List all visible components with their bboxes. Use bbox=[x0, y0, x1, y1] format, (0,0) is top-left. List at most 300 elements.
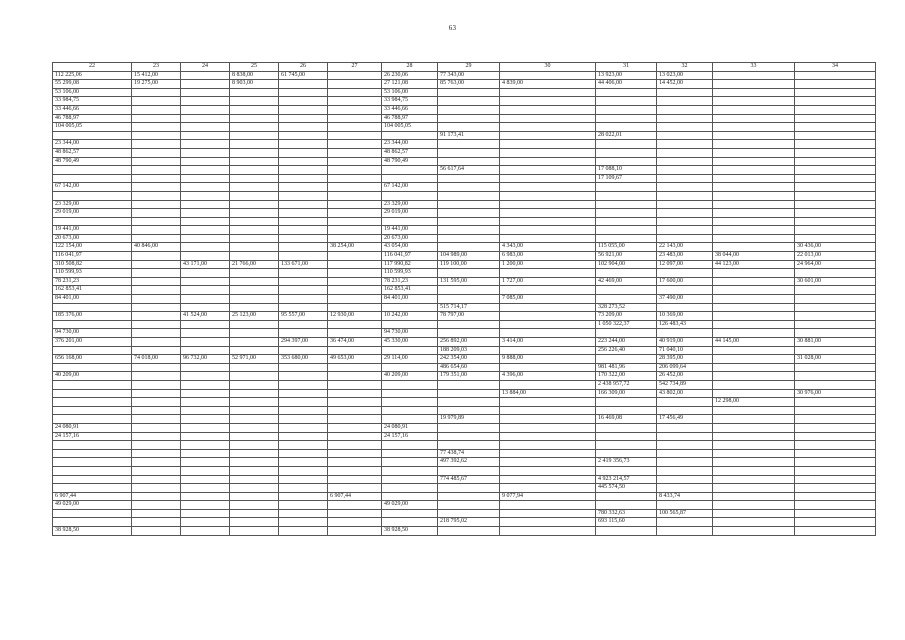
table-cell bbox=[438, 380, 500, 389]
table-cell: 133 671,00 bbox=[279, 260, 328, 269]
table-cell bbox=[438, 398, 500, 407]
table-cell: 15 412,00 bbox=[132, 71, 181, 80]
table-cell bbox=[279, 415, 328, 424]
table-cell bbox=[795, 226, 876, 235]
table-cell: 44 406,00 bbox=[596, 80, 657, 89]
table-cell bbox=[500, 406, 596, 415]
table-cell: 9 888,00 bbox=[500, 355, 596, 364]
table-row bbox=[53, 449, 876, 458]
table-cell bbox=[500, 398, 596, 407]
table-cell bbox=[713, 355, 795, 364]
table-cell bbox=[53, 509, 132, 518]
table-cell: 10 242,00 bbox=[382, 312, 438, 321]
table-row bbox=[53, 252, 876, 261]
table-cell bbox=[328, 234, 382, 243]
table-cell: 30 601,00 bbox=[795, 277, 876, 286]
table-cell bbox=[596, 355, 657, 364]
table-cell bbox=[382, 441, 438, 450]
table-cell bbox=[132, 217, 181, 226]
table-cell bbox=[795, 372, 876, 381]
table-cell bbox=[795, 484, 876, 493]
table-cell bbox=[713, 475, 795, 484]
table-cell bbox=[713, 441, 795, 450]
table-cell: 61 745,00 bbox=[279, 71, 328, 80]
table-cell bbox=[328, 191, 382, 200]
table-cell bbox=[596, 183, 657, 192]
table-row bbox=[53, 329, 876, 338]
table-cell bbox=[328, 303, 382, 312]
table-cell: 20 673,00 bbox=[53, 234, 132, 243]
table-cell bbox=[382, 389, 438, 398]
table-cell bbox=[438, 243, 500, 252]
table-cell bbox=[181, 183, 230, 192]
table-cell bbox=[230, 346, 279, 355]
table-cell bbox=[438, 217, 500, 226]
table-cell bbox=[181, 97, 230, 106]
table-cell bbox=[53, 475, 132, 484]
table-cell bbox=[795, 432, 876, 441]
table-cell: 40 209,00 bbox=[53, 372, 132, 381]
table-cell bbox=[279, 372, 328, 381]
table-cell bbox=[181, 389, 230, 398]
table-cell bbox=[53, 458, 132, 467]
table-cell: 23 483,00 bbox=[657, 252, 713, 261]
table-cell bbox=[132, 295, 181, 304]
table-cell bbox=[596, 123, 657, 132]
table-cell: 13 884,00 bbox=[500, 389, 596, 398]
table-cell: 94 730,00 bbox=[382, 329, 438, 338]
table-cell bbox=[230, 131, 279, 140]
table-cell: 77 343,00 bbox=[438, 71, 500, 80]
table-cell: 78 231,23 bbox=[382, 277, 438, 286]
table-cell bbox=[181, 466, 230, 475]
table-cell: 179 351,00 bbox=[438, 372, 500, 381]
table-cell bbox=[596, 295, 657, 304]
table-cell bbox=[713, 320, 795, 329]
table-cell bbox=[438, 191, 500, 200]
table-cell: 12 298,00 bbox=[713, 398, 795, 407]
table-cell: 242 354,00 bbox=[438, 355, 500, 364]
table-cell bbox=[230, 200, 279, 209]
table-cell bbox=[596, 269, 657, 278]
table-cell: 67 142,00 bbox=[53, 183, 132, 192]
table-cell: 55 299,08 bbox=[53, 80, 132, 89]
table-cell bbox=[279, 269, 328, 278]
table-cell: 115 055,00 bbox=[596, 243, 657, 252]
table-cell: 33 446,66 bbox=[53, 105, 132, 114]
table-cell bbox=[596, 441, 657, 450]
table-cell: 40 846,00 bbox=[132, 243, 181, 252]
table-cell bbox=[279, 234, 328, 243]
table-cell bbox=[382, 415, 438, 424]
table-cell bbox=[795, 174, 876, 183]
table-cell: 28 395,00 bbox=[657, 355, 713, 364]
table-cell bbox=[328, 277, 382, 286]
table-cell bbox=[438, 509, 500, 518]
table-cell: 12 097,00 bbox=[657, 260, 713, 269]
table-row bbox=[53, 209, 876, 218]
table-cell bbox=[713, 372, 795, 381]
table-cell bbox=[132, 252, 181, 261]
table-cell bbox=[279, 148, 328, 157]
table-cell bbox=[132, 277, 181, 286]
table-cell bbox=[500, 449, 596, 458]
table-cell: 48 790,49 bbox=[382, 157, 438, 166]
table-cell bbox=[795, 157, 876, 166]
table-cell bbox=[795, 123, 876, 132]
table-cell bbox=[279, 363, 328, 372]
table-cell bbox=[328, 329, 382, 338]
table-cell bbox=[438, 140, 500, 149]
table-cell bbox=[657, 166, 713, 175]
table-cell bbox=[795, 492, 876, 501]
table-cell bbox=[713, 114, 795, 123]
column-header: 30 bbox=[500, 63, 596, 72]
table-cell bbox=[132, 527, 181, 536]
table-cell: 780 332,63 bbox=[596, 509, 657, 518]
table-cell: 256 892,00 bbox=[438, 338, 500, 347]
table-cell bbox=[53, 380, 132, 389]
table-cell bbox=[438, 209, 500, 218]
table-cell bbox=[596, 97, 657, 106]
table-cell bbox=[328, 252, 382, 261]
table-cell bbox=[230, 269, 279, 278]
table-cell bbox=[596, 501, 657, 510]
table-cell bbox=[713, 166, 795, 175]
table-cell bbox=[53, 320, 132, 329]
table-cell: 104 005,05 bbox=[382, 123, 438, 132]
table-cell bbox=[438, 286, 500, 295]
table-cell: 185 376,00 bbox=[53, 312, 132, 321]
table-cell bbox=[132, 398, 181, 407]
table-cell bbox=[596, 286, 657, 295]
table-cell bbox=[132, 518, 181, 527]
table-cell bbox=[795, 449, 876, 458]
table-cell: 445 574,50 bbox=[596, 484, 657, 493]
table-cell bbox=[279, 277, 328, 286]
table-cell: 206 099,64 bbox=[657, 363, 713, 372]
table-row bbox=[53, 174, 876, 183]
table-cell bbox=[382, 166, 438, 175]
table-cell bbox=[279, 329, 328, 338]
table-cell bbox=[279, 140, 328, 149]
table-cell bbox=[230, 157, 279, 166]
table-cell bbox=[795, 458, 876, 467]
table-cell: 9 077,94 bbox=[500, 492, 596, 501]
table-cell bbox=[657, 226, 713, 235]
table-cell bbox=[328, 209, 382, 218]
table-cell bbox=[328, 389, 382, 398]
table-cell bbox=[132, 183, 181, 192]
table-cell bbox=[596, 329, 657, 338]
column-header: 29 bbox=[438, 63, 500, 72]
table-cell bbox=[795, 380, 876, 389]
table-cell bbox=[500, 415, 596, 424]
table-row bbox=[53, 295, 876, 304]
table-cell bbox=[657, 123, 713, 132]
table-row bbox=[53, 105, 876, 114]
table-cell bbox=[279, 166, 328, 175]
table-cell: 24 080,91 bbox=[53, 423, 132, 432]
table-cell bbox=[279, 484, 328, 493]
table-cell: 84 401,00 bbox=[53, 295, 132, 304]
table-cell bbox=[500, 88, 596, 97]
table-cell bbox=[713, 217, 795, 226]
table-cell bbox=[795, 97, 876, 106]
table-row bbox=[53, 432, 876, 441]
table-cell bbox=[230, 501, 279, 510]
table-cell bbox=[132, 346, 181, 355]
table-cell bbox=[795, 191, 876, 200]
table-cell bbox=[279, 303, 328, 312]
table-row bbox=[53, 338, 876, 347]
table-cell bbox=[795, 303, 876, 312]
table-cell bbox=[230, 286, 279, 295]
table-cell bbox=[328, 131, 382, 140]
table-cell bbox=[795, 329, 876, 338]
table-cell bbox=[500, 346, 596, 355]
table-cell bbox=[438, 234, 500, 243]
table-cell bbox=[279, 174, 328, 183]
table-cell: 40 919,00 bbox=[657, 338, 713, 347]
table-cell bbox=[596, 449, 657, 458]
table-cell bbox=[657, 148, 713, 157]
table-cell: 4 343,00 bbox=[500, 243, 596, 252]
table-cell bbox=[328, 295, 382, 304]
table-cell bbox=[279, 131, 328, 140]
table-cell: 40 209,00 bbox=[382, 372, 438, 381]
table-cell: 43 802,00 bbox=[657, 389, 713, 398]
table-cell bbox=[230, 380, 279, 389]
table-cell: 2 419 356,73 bbox=[596, 458, 657, 467]
table-cell: 74 018,00 bbox=[132, 355, 181, 364]
table-cell: 24 157,16 bbox=[382, 432, 438, 441]
table-row bbox=[53, 277, 876, 286]
table-cell bbox=[795, 441, 876, 450]
table-cell bbox=[713, 329, 795, 338]
table-cell bbox=[713, 449, 795, 458]
table-cell bbox=[279, 398, 328, 407]
table-cell: 94 730,00 bbox=[53, 329, 132, 338]
table-row bbox=[53, 80, 876, 89]
table-cell bbox=[328, 398, 382, 407]
table-cell bbox=[230, 518, 279, 527]
table-cell bbox=[596, 226, 657, 235]
table-cell: 110 599,93 bbox=[382, 269, 438, 278]
table-row bbox=[53, 191, 876, 200]
table-cell bbox=[713, 243, 795, 252]
column-header: 23 bbox=[132, 63, 181, 72]
table-cell bbox=[713, 157, 795, 166]
table-cell bbox=[713, 346, 795, 355]
table-cell: 49 653,00 bbox=[328, 355, 382, 364]
table-cell bbox=[438, 389, 500, 398]
table-cell bbox=[181, 415, 230, 424]
table-cell bbox=[132, 200, 181, 209]
table-cell bbox=[500, 441, 596, 450]
table-cell: 1 200,00 bbox=[500, 260, 596, 269]
table-cell bbox=[181, 88, 230, 97]
table-cell bbox=[230, 252, 279, 261]
table-row bbox=[53, 389, 876, 398]
table-cell: 24 157,16 bbox=[53, 432, 132, 441]
table-cell: 10 369,00 bbox=[657, 312, 713, 321]
table-row bbox=[53, 355, 876, 364]
table-cell: 116 041,97 bbox=[382, 252, 438, 261]
table-cell bbox=[328, 372, 382, 381]
table-cell: 33 446,66 bbox=[382, 105, 438, 114]
table-cell bbox=[795, 312, 876, 321]
table-cell bbox=[713, 423, 795, 432]
table-cell bbox=[795, 183, 876, 192]
table-cell bbox=[132, 148, 181, 157]
table-cell bbox=[438, 501, 500, 510]
table-cell bbox=[713, 389, 795, 398]
table-cell bbox=[713, 148, 795, 157]
table-cell bbox=[500, 226, 596, 235]
table-cell bbox=[279, 389, 328, 398]
table-cell bbox=[181, 518, 230, 527]
table-cell bbox=[132, 441, 181, 450]
table-cell bbox=[132, 406, 181, 415]
table-cell bbox=[713, 226, 795, 235]
table-cell bbox=[230, 389, 279, 398]
table-cell bbox=[657, 131, 713, 140]
table-cell bbox=[657, 406, 713, 415]
table-cell bbox=[53, 415, 132, 424]
table-cell bbox=[181, 509, 230, 518]
table-cell bbox=[500, 123, 596, 132]
table-cell bbox=[132, 123, 181, 132]
table-cell bbox=[382, 475, 438, 484]
table-row bbox=[53, 71, 876, 80]
table-cell bbox=[279, 97, 328, 106]
table-cell bbox=[328, 363, 382, 372]
table-cell bbox=[53, 441, 132, 450]
table-cell bbox=[279, 406, 328, 415]
table-cell: 542 734,89 bbox=[657, 380, 713, 389]
table-cell bbox=[438, 484, 500, 493]
table-cell bbox=[53, 449, 132, 458]
table-cell bbox=[181, 226, 230, 235]
table-cell: 218 795,02 bbox=[438, 518, 500, 527]
table-cell bbox=[795, 71, 876, 80]
table-cell: 116 041,97 bbox=[53, 252, 132, 261]
table-cell bbox=[328, 501, 382, 510]
table-cell bbox=[795, 415, 876, 424]
table-cell bbox=[382, 363, 438, 372]
table-cell: 85 763,00 bbox=[438, 80, 500, 89]
table-row bbox=[53, 148, 876, 157]
table-cell: 6 907,44 bbox=[53, 492, 132, 501]
table-cell bbox=[713, 295, 795, 304]
table-cell bbox=[230, 432, 279, 441]
table-cell bbox=[382, 398, 438, 407]
table-cell bbox=[230, 329, 279, 338]
table-cell bbox=[657, 484, 713, 493]
table-cell bbox=[795, 140, 876, 149]
table-cell: 33 984,75 bbox=[53, 97, 132, 106]
table-cell bbox=[382, 484, 438, 493]
table-cell bbox=[230, 209, 279, 218]
table-cell bbox=[657, 183, 713, 192]
table-cell bbox=[713, 527, 795, 536]
table-cell bbox=[132, 484, 181, 493]
table-cell bbox=[230, 217, 279, 226]
table-cell: 4 396,00 bbox=[500, 372, 596, 381]
table-cell: 3 414,00 bbox=[500, 338, 596, 347]
table-row bbox=[53, 97, 876, 106]
table-cell bbox=[230, 140, 279, 149]
table-cell: 104 005,05 bbox=[53, 123, 132, 132]
table-cell bbox=[500, 166, 596, 175]
table-cell bbox=[795, 200, 876, 209]
table-cell: 42 469,00 bbox=[596, 277, 657, 286]
table-cell: 49 029,00 bbox=[382, 501, 438, 510]
table-cell bbox=[713, 269, 795, 278]
table-cell: 26 230,06 bbox=[382, 71, 438, 80]
table-cell: 52 971,00 bbox=[230, 355, 279, 364]
table-cell bbox=[713, 363, 795, 372]
table-cell bbox=[181, 157, 230, 166]
table-cell bbox=[53, 466, 132, 475]
table-cell: 38 254,00 bbox=[328, 243, 382, 252]
table-cell bbox=[795, 501, 876, 510]
table-row bbox=[53, 286, 876, 295]
table-cell bbox=[132, 234, 181, 243]
table-cell bbox=[328, 320, 382, 329]
table-cell bbox=[713, 380, 795, 389]
table-cell bbox=[596, 234, 657, 243]
table-cell bbox=[657, 441, 713, 450]
table-cell bbox=[500, 191, 596, 200]
table-cell bbox=[230, 114, 279, 123]
table-cell bbox=[279, 380, 328, 389]
table-cell bbox=[181, 209, 230, 218]
table-cell bbox=[382, 217, 438, 226]
table-cell bbox=[279, 105, 328, 114]
table-cell bbox=[181, 140, 230, 149]
table-cell bbox=[279, 183, 328, 192]
table-cell bbox=[438, 88, 500, 97]
table-cell bbox=[181, 501, 230, 510]
table-cell bbox=[181, 269, 230, 278]
table-cell bbox=[328, 458, 382, 467]
table-cell: 24 964,00 bbox=[795, 260, 876, 269]
table-cell bbox=[438, 157, 500, 166]
column-header: 25 bbox=[230, 63, 279, 72]
table-cell bbox=[328, 174, 382, 183]
table-cell bbox=[795, 286, 876, 295]
table-cell: 7 085,00 bbox=[500, 295, 596, 304]
table-cell bbox=[500, 312, 596, 321]
table-cell bbox=[596, 157, 657, 166]
table-cell bbox=[181, 484, 230, 493]
table-cell bbox=[713, 432, 795, 441]
table-cell bbox=[382, 303, 438, 312]
table-cell bbox=[438, 527, 500, 536]
table-cell bbox=[279, 423, 328, 432]
table-cell bbox=[596, 209, 657, 218]
table-cell bbox=[230, 105, 279, 114]
table-cell: 67 142,00 bbox=[382, 183, 438, 192]
table-row bbox=[53, 501, 876, 510]
table-cell: 29 019,00 bbox=[53, 209, 132, 218]
table-cell bbox=[500, 466, 596, 475]
table-cell bbox=[53, 406, 132, 415]
table-cell: 29 114,00 bbox=[382, 355, 438, 364]
table-cell bbox=[596, 148, 657, 157]
